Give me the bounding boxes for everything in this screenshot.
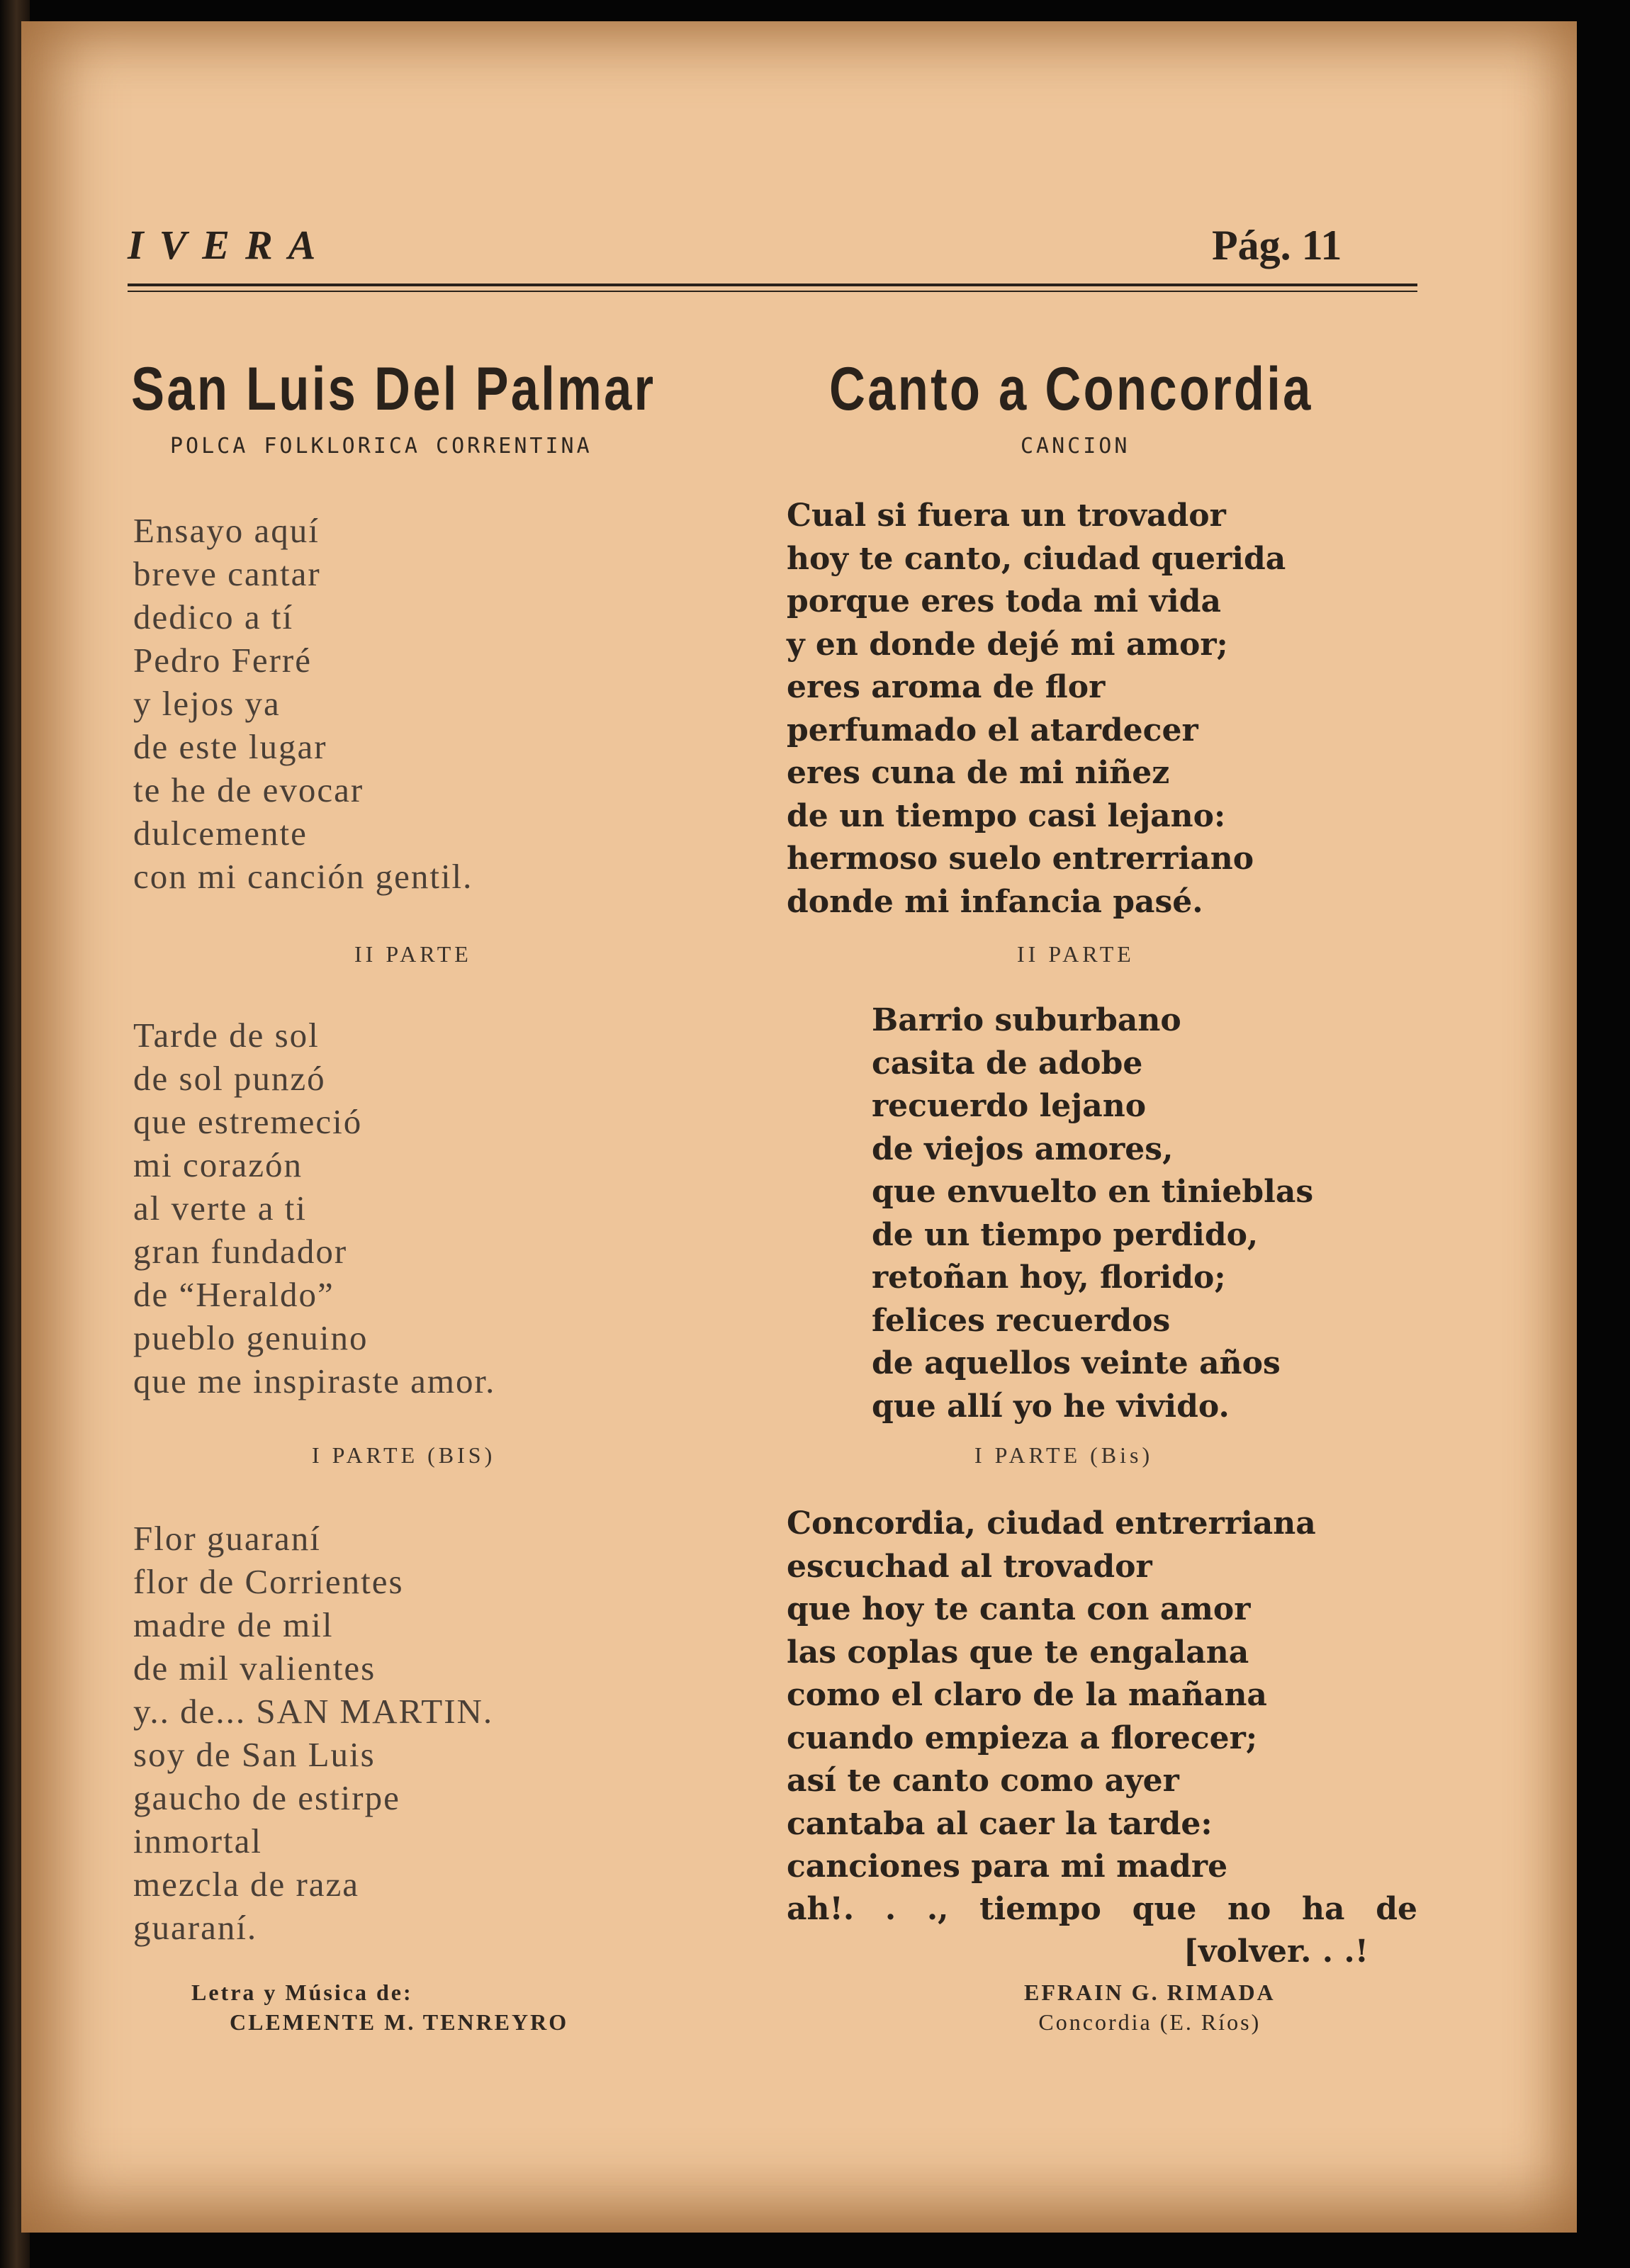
right-part1-stanza xyxy=(787,495,1286,924)
verse-line: cuando empieza a florecer; xyxy=(787,1719,1258,1756)
verse-line: [volver. . .! xyxy=(1184,1933,1369,1970)
right-last-line-continuation xyxy=(1184,1931,1368,1974)
verse-line: madre de mil xyxy=(133,1605,334,1644)
verse-line: eres cuna de mi niñez xyxy=(787,755,1170,791)
verse-line: y lejos ya xyxy=(133,684,281,723)
verse-line: perfumado el atardecer xyxy=(787,712,1198,748)
verse-line: de viejos amores, xyxy=(872,1130,1174,1167)
verse-line: breve cantar xyxy=(133,554,321,593)
left-part2-stanza xyxy=(133,1014,495,1403)
magazine-name: IVERA xyxy=(128,222,332,268)
verse-line: ah!. . ., tiempo que no ha de xyxy=(787,1891,1417,1927)
verse-line: y.. de... SAN MARTIN. xyxy=(133,1692,494,1731)
verse-line: recuerdo lejano xyxy=(872,1088,1147,1124)
left-credit xyxy=(191,1977,568,2037)
verse-line: donde mi infancia pasé. xyxy=(787,883,1203,920)
verse-line: gran fundador xyxy=(133,1232,348,1271)
verse-line: de un tiempo casi lejano: xyxy=(787,797,1226,834)
right-part3-heading: I PARTE (Bis) xyxy=(974,1442,1154,1468)
verse-line: y en donde dejé mi amor; xyxy=(787,626,1228,663)
verse-line: dedico a tí xyxy=(133,597,294,636)
verse-line: de “Heraldo” xyxy=(133,1275,335,1314)
verse-line: con mi canción gentil. xyxy=(133,857,473,896)
verse-line: que me inspiraste amor. xyxy=(133,1362,496,1400)
verse-line: Barrio suburbano xyxy=(872,1002,1181,1038)
verse-line: flor de Corrientes xyxy=(133,1562,404,1601)
verse-line: de sol punzó xyxy=(133,1059,326,1098)
magazine-page xyxy=(21,21,1577,2233)
credit-author: CLEMENTE M. TENREYRO xyxy=(230,2009,569,2035)
verse-line: soy de San Luis xyxy=(133,1735,376,1774)
verse-line: escuchad al trovador xyxy=(787,1548,1152,1585)
left-part3-heading: I PARTE (BIS) xyxy=(312,1442,496,1468)
verse-line: que hoy te canta con amor xyxy=(787,1591,1251,1627)
verse-line: Tarde de sol xyxy=(133,1016,320,1055)
verse-line: Cual si fuera un trovador xyxy=(787,498,1226,534)
page-number: Pág. 11 xyxy=(1212,222,1342,269)
verse-line: pueblo genuino xyxy=(133,1318,369,1357)
verse-line: así te canto como ayer xyxy=(787,1763,1179,1799)
verse-line: casita de adobe xyxy=(872,1045,1143,1082)
left-part1-stanza xyxy=(133,509,473,898)
right-last-line xyxy=(787,1888,1417,1931)
verse-line: de aquellos veinte años xyxy=(872,1345,1281,1381)
verse-line: al verte a ti xyxy=(133,1189,308,1228)
verse-line: guaraní. xyxy=(133,1908,258,1947)
right-song-subtitle: CANCION xyxy=(1021,434,1130,459)
credit-place: Concordia (E. Ríos) xyxy=(1038,2009,1261,2035)
verse-line: hermoso suelo entrerriano xyxy=(787,841,1254,877)
right-part2-heading: II PARTE xyxy=(1017,941,1135,967)
credit-label: Letra y Música de: xyxy=(191,1980,413,2005)
verse-line: como el claro de la mañana xyxy=(787,1677,1267,1713)
verse-line: porque eres toda mi vida xyxy=(787,583,1222,619)
verse-line: que envuelto en tinieblas xyxy=(872,1174,1314,1210)
verse-line: inmortal xyxy=(133,1821,263,1860)
verse-line: dulcemente xyxy=(133,814,308,853)
verse-line: Concordia, ciudad entrerriana xyxy=(787,1505,1316,1542)
left-part2-heading: II PARTE xyxy=(354,941,472,967)
verse-line: retoñan hoy, florido; xyxy=(872,1259,1226,1296)
verse-line: mi corazón xyxy=(133,1145,303,1184)
verse-line: de este lugar xyxy=(133,727,327,766)
verse-line: de mil valientes xyxy=(133,1649,376,1688)
verse-line: eres aroma de flor xyxy=(787,669,1106,705)
credit-author: EFRAIN G. RIMADA xyxy=(1024,1980,1276,2005)
verse-line: mezcla de raza xyxy=(133,1865,360,1904)
right-credit xyxy=(1024,1977,1276,2037)
right-part3-stanza xyxy=(787,1503,1316,1889)
header-rule xyxy=(128,284,1417,286)
verse-line: felices recuerdos xyxy=(872,1302,1171,1339)
left-part3-stanza xyxy=(133,1517,493,1949)
verse-line: cantaba al caer la tarde: xyxy=(787,1805,1213,1842)
verse-line: te he de evocar xyxy=(133,770,364,809)
left-song-title: San Luis Del Palmar xyxy=(131,355,656,423)
header-rule-thin xyxy=(128,291,1417,292)
verse-line: hoy te canto, ciudad querida xyxy=(787,540,1286,577)
left-song-subtitle: POLCA FOLKLORICA CORRENTINA xyxy=(170,434,592,459)
verse-line: gaucho de estirpe xyxy=(133,1778,400,1817)
right-song-title: Canto a Concordia xyxy=(829,355,1313,423)
verse-line: que allí yo he vivido. xyxy=(872,1388,1230,1425)
verse-line: Flor guaraní xyxy=(133,1519,321,1558)
verse-line: que estremeció xyxy=(133,1102,363,1141)
verse-line: Ensayo aquí xyxy=(133,511,320,550)
verse-line: canciones para mi madre xyxy=(787,1848,1228,1885)
verse-line: de un tiempo perdido, xyxy=(872,1216,1259,1253)
verse-line: Pedro Ferré xyxy=(133,641,312,680)
right-part2-stanza xyxy=(872,999,1313,1428)
verse-line: las coplas que te engalana xyxy=(787,1634,1249,1671)
